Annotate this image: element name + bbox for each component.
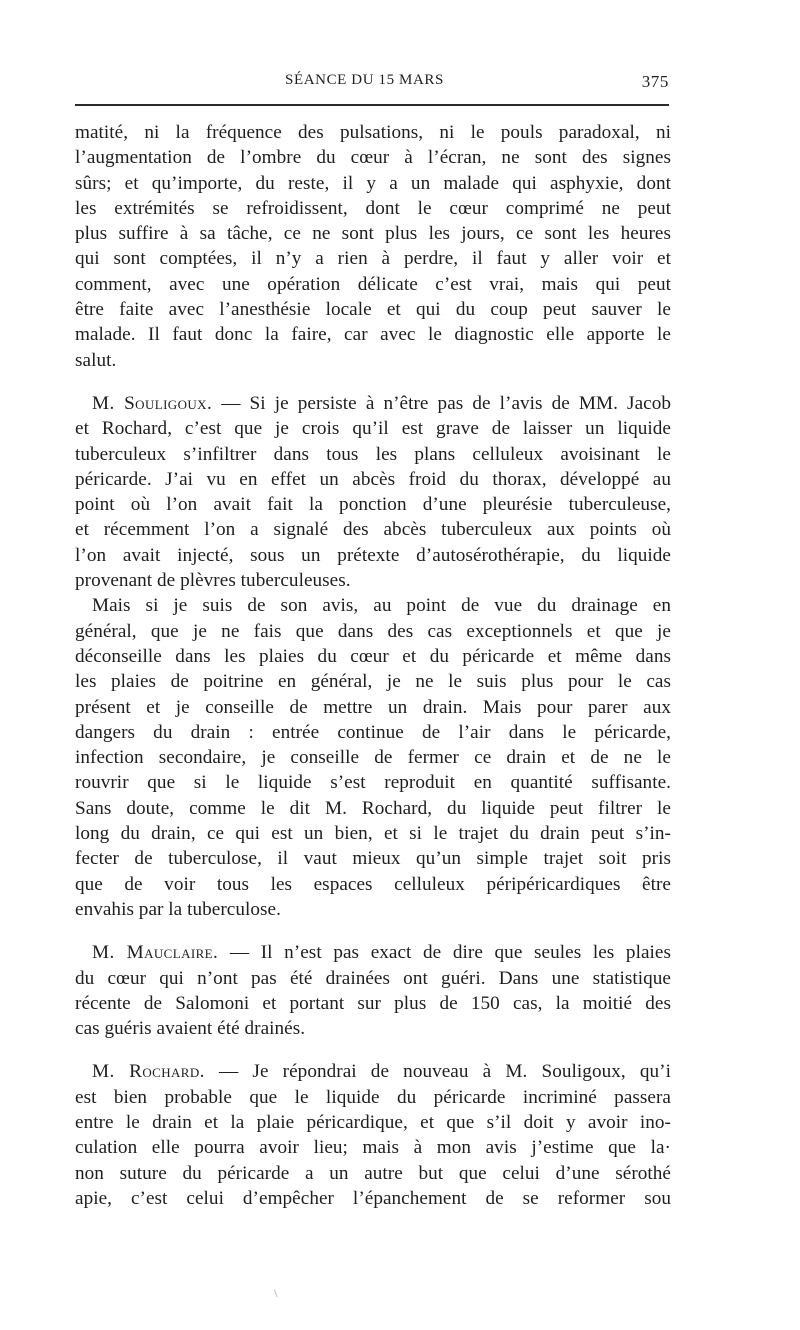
paragraph-gap [75,373,671,391]
text-line: présent et je conseille de mettre un drain. Mais pour parer aux [75,696,671,718]
paragraph-souligoux-continued [75,593,671,922]
speaker-text: — Je répondrai de nouveau à M. Souligoux, qu’i [204,1061,671,1083]
text-line: entre le drain et la plaie péricardique, et que s’il doit y avoir ino- [75,1111,671,1133]
text-line: général, que je ne fais que dans des cas exceptionnels et que je [75,620,671,642]
text-line: comment, avec une opération délicate c’est vrai, mais qui peut [75,273,671,295]
paragraph-rochard [75,1059,671,1211]
text-line: rouvrir que si le liquide s’est reproduit en quantité suffisante. [75,772,671,794]
paragraph-souligoux [75,391,671,593]
text-line: non suture du péricarde a un autre but que celui d’une sérothé [75,1162,671,1184]
text-line: les extrémités se refroidissent, dont le cœur comprimé ne peut [75,197,671,219]
speaker-name: M. Mauclaire. [92,942,219,964]
text-line: être faite avec l’anesthésie locale et qui du coup peut sauver le [75,299,671,321]
speaker-name: M. Rochard. [92,1061,205,1083]
text-line: et Rochard, c’est que je crois qu’il est grave de laisser un liquide [75,418,671,440]
text-line: que de voir tous les espaces celluleux péripéricardiques être [75,873,671,895]
speaker-line [75,391,671,416]
text-line: provenant de plèvres tuberculeuses. [75,570,351,592]
text-line: l’augmentation de l’ombre du cœur à l’écran, ne sont des signes [75,147,671,169]
speaker-name: M. Souligoux. [92,392,213,414]
text-line: malade. Il faut donc la faire, car avec le diagnostic elle apporte le [75,324,671,346]
header-rule [75,104,669,106]
text-line: apie, c’est celui d’empêcher l’épanchement de se reformer sou [75,1187,671,1209]
paragraph-continuation [75,120,671,373]
speaker-text: — Il n’est pas exact de dire que seules les plaies [218,942,671,964]
running-header [75,72,669,96]
text-line: cas guéris avaient été drainés. [75,1018,306,1040]
text-line: dangers du drain : entrée continue de l’air dans le péricarde, [75,721,671,743]
paragraph-gap [75,922,671,940]
paragraph-gap [75,1041,671,1059]
text-line: sûrs; et qu’importe, du reste, il y a un malade qui asphyxie, dont [75,172,671,194]
text-line: est bien probable que le liquide du péricarde incriminé passera [75,1086,671,1108]
text-line: et récemment l’on a signalé des abcès tuberculeux aux points où [75,519,671,541]
text-line: les plaies de poitrine en général, je ne le suis plus pour le cas [75,671,671,693]
text-line: récente de Salomoni et portant sur plus de 150 cas, la moitié des [75,992,671,1014]
speaker-text: — Si je persiste à n’être pas de l’avis de MM. Jacob [212,392,671,414]
text-line: culation elle pourra avoir lieu; mais à mon avis j’estime que la· [75,1137,671,1159]
text-line: point où l’on avait fait la ponction d’une pleurésie tuberculeuse, [75,494,671,516]
page-number: 375 [641,72,669,91]
text-line: envahis par la tuberculose. [75,898,281,920]
text-line: du cœur qui n’ont pas été drainées ont guéri. Dans une statistique [75,967,671,989]
speaker-line [75,940,671,965]
text-line: qui sont comptées, il n’y a rien à perdre, il faut y aller voir et [75,248,671,270]
text-line: infection secondaire, je conseille de fermer ce drain et de ne le [75,747,671,769]
text-line: déconseille dans les plaies du cœur et du péricarde et même dans [75,645,671,667]
text-line: long du drain, ce qui est un bien, et si le trajet du drain peut s’in- [75,823,671,845]
text-line: tuberculeux s’infiltrer dans tous les plans celluleux avoisinant le [75,443,671,465]
text-line: Mais si je suis de son avis, au point de vue du drainage en [92,595,671,617]
text-line: l’on avait injecté, sous un prétexte d’autosérothérapie, du liquide [75,544,671,566]
text-line: salut. [75,349,117,371]
text-line: fecter de tuberculose, il vaut mieux qu’un simple trajet soit pris [75,848,671,870]
paragraph-mauclaire [75,940,671,1041]
text-line: matité, ni la fréquence des pulsations, ni le pouls paradoxal, ni [75,122,671,143]
text-line: péricarde. J’ai vu en effet un abcès froid du thorax, développé au [75,468,671,490]
page-body [75,120,671,1211]
text-line: plus suffire à sa tâche, ce ne sont plus les jours, ce sont les heures [75,223,671,245]
text-line: Sans doute, comme le dit M. Rochard, du liquide peut filtrer le [75,797,671,819]
stray-mark: \ [274,1286,278,1300]
running-title: SÉANCE DU 15 MARS [285,72,444,88]
speaker-line [75,1059,671,1084]
